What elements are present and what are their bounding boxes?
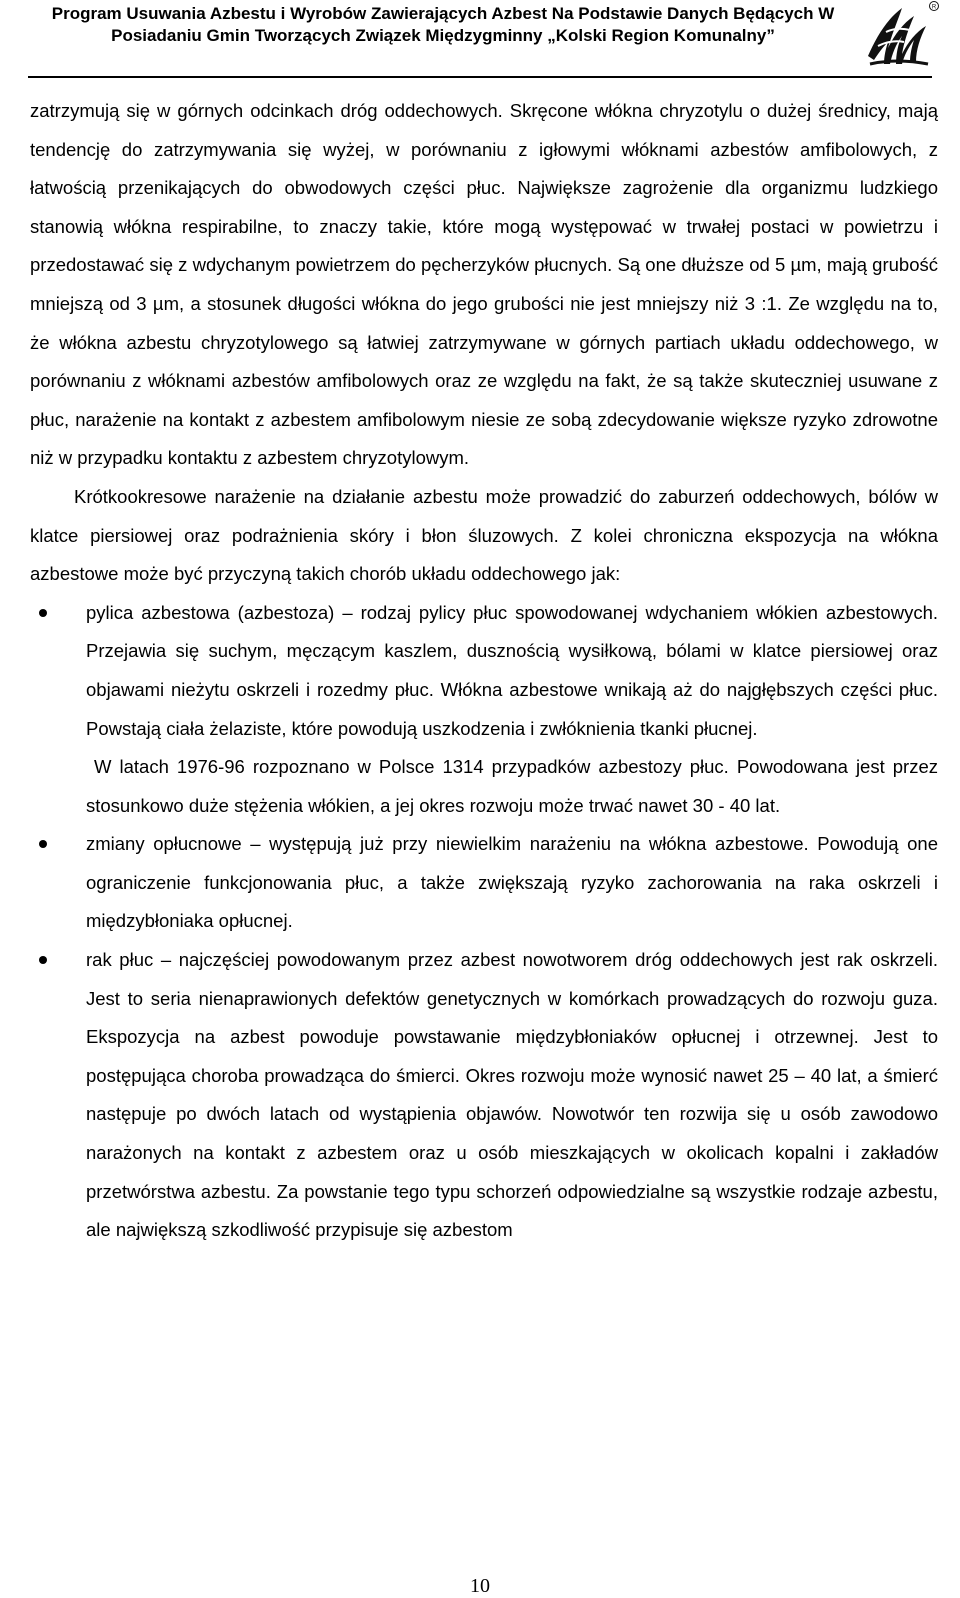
disease-list	[30, 594, 944, 1250]
list-item-text: rak płuc – najczęściej powodowanym przez azbest nowotworem dróg oddechowych jest rak oskrzeli. Jest to seria nienaprawionych defektów genetycznych w komórkach prowadzących do rozwoju guza. Ekspozycja na azbest powoduje powstawanie międzybłoniaków opłucnej i otrzewnej. Jest to postępująca choroba prowadząca do śmierci. Okres rozwoju może wynosić nawet 25 – 40 lat, a śmierć następuje po dwóch latach od wystąpienia objawów. Nowotwór ten rozwija się u osób zawodowo narażonych na kontakt z azbestem oraz u osób mieszkających w okolicach kopalni i zakładów przetwórstwa azbestu. Za powstanie tego typu schorzeń odpowiedzialne są wszystkie rodzaje azbestu, ale największą szkodliwość przypisuje się azbestom	[86, 949, 938, 1241]
body-paragraph-1: zatrzymują się w górnych odcinkach dróg oddechowych. Skręcone włókna chryzotylu o dużej średnicy, mają tendencję do zatrzymywania się wyżej, w porównaniu z igłowymi włóknami azbestów amfibolowych, z łatwością przenikających do obwodowych części płuc. Największe zagrożenie dla organizmu ludzkiego stanowią włókna respirabilne, to znaczy takie, które mogą występować w trwałej postaci w powietrzu i przedostawać się z wdychanym powietrzem do pęcherzyków płucnych. Są one dłuższe od 5 µm, mają grubość mniejszą od 3 µm, a stosunek długości włókna do jego grubości nie jest mniejszy niż 3 :1. Ze względu na to, że włókna azbestu chryzotylowego są łatwiej zatrzymywane w górnych partiach układu oddechowego, w porównaniu z włóknami azbestów amfibolowych oraz ze względu na fakt, że są także skuteczniej usuwane z płuc, narażenie na kontakt z azbestem amfibolowym niesie ze sobą zdecydowanie większe ryzyko zdrowotne niż w przypadku kontaktu z azbestem chryzotylowym.	[30, 100, 938, 469]
bullet-icon	[39, 609, 47, 617]
bullet-icon	[39, 956, 47, 964]
list-item	[30, 941, 938, 1250]
list-item-text: zmiany opłucnowe – występują już przy niewielkim narażeniu na włókna azbestowe. Powodują one ograniczenie funkcjonowania płuc, a także zwiększają ryzyko zachorowania na raka oskrzeli i międzybłoniaka opłucnej.	[86, 833, 938, 932]
logo-icon	[858, 0, 940, 72]
list-item	[30, 594, 944, 826]
bullet-icon	[39, 840, 47, 848]
header-title: Program Usuwania Azbestu i Wyrobów Zawierających Azbest Na Podstawie Danych Będących W Posiadaniu Gmin Tworzących Związek Międzygminny „Kolski Region Komunalny”	[51, 4, 835, 45]
document-body	[30, 92, 944, 1250]
svg-text:R: R	[931, 4, 937, 11]
body-paragraph-2: Krótkookresowe narażenie na działanie azbestu może prowadzić do zaburzeń oddechowych, bólów w klatce piersiowej oraz podrażnienia skóry i błon śluzowych. Z kolei chroniczna ekspozycja na włókna azbestowe może być przyczyną takich chorób układu oddechowego jak:	[30, 485, 938, 585]
list-item	[30, 825, 938, 941]
page-header	[28, 0, 937, 78]
page-number: 10	[470, 1575, 490, 1597]
list-item-text: pylica azbestowa (azbestoza) – rodzaj pylicy płuc spowodowanej wdychaniem włókien azbestowych. Przejawia się suchym, męczącym kaszlem, dusznością wysiłkową, bólami w klatce piersiowej oraz objawami nieżytu oskrzeli i rozedmy płuc. Włókna azbestowe wnikają aż do najgłębszych części płuc. Powstają ciała żelaziste, które powodują uszkodzenia i zwłóknienia tkanki płucnej.	[86, 601, 938, 739]
list-item-text-continued: W latach 1976-96 rozpoznano w Polsce 1314 przypadków azbestozy płuc. Powodowana jest przez stosunkowo duże stężenia włókien, a jej okres rozwoju może trwać nawet 30 - 40 lat.	[86, 756, 944, 816]
